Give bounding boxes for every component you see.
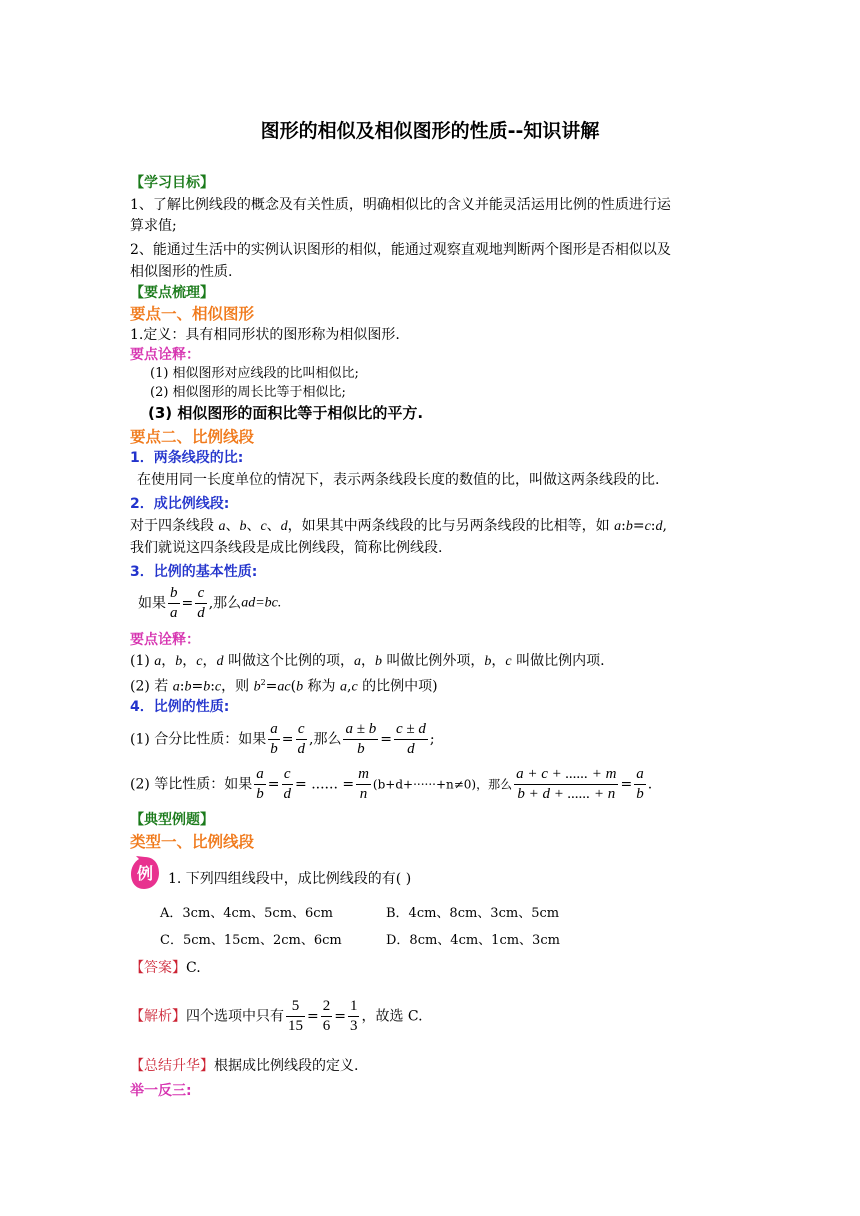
property-1-then: ,那么 [309, 731, 342, 748]
option-a: A．3cm、4cm、5cm、6cm [160, 906, 333, 921]
note-2-mean: 的比例中项) [362, 678, 438, 695]
practice-label: 举一反三: [130, 1083, 192, 1099]
note-1-prefix: (1) [130, 653, 150, 669]
answer-line [130, 958, 201, 978]
key-points-heading: 【要点梳理】 [130, 285, 214, 301]
option-c: C．5cm、15cm、2cm、6cm [160, 933, 342, 948]
point-2-note-1: (1) a，b，c，d 叫做这个比例的项，a，b 叫做比例外项，b，c 叫做比例内项. [130, 653, 605, 669]
section-2-text-line-2: 我们就说这四条线段是成比例线段，简称比例线段. [130, 540, 443, 556]
analysis-line: 【解析】四个选项中只有 $\frac{5}{15}$ = $\frac{2}{6}$ = $\frac{1}{3}$ ，故选 C. [130, 998, 423, 1034]
analysis-conclusion: ，故选 C. [361, 1008, 423, 1025]
section-3-title: 3．比例的基本性质: [130, 564, 258, 580]
section-3-then: ,那么 [208, 595, 242, 612]
note-2-then: ，则 [221, 678, 250, 695]
goal-1-line-2: 算求值; [130, 218, 177, 234]
point-1-title: 要点一、相似图形 [130, 305, 255, 323]
question-1: 1. 下列四组线段中，成比例线段的有( ) [168, 871, 412, 887]
section-2-text-part-1: 对于四条线段 [130, 518, 214, 534]
section-3-formula: 如果 $\frac{b}{a}$ = $\frac{c}{d}$ ,那么ad=bc. [138, 585, 282, 621]
section-2-title: 2．成比例线段: [130, 496, 230, 512]
point-2-note-2: (2) 若 a:b=b:c，则 $b^2=ac(b$ 称为 a,c 的比例中项) [130, 678, 438, 695]
page-title: 图形的相似及相似图形的性质--知识讲解 [260, 120, 600, 142]
goal-2-line-2: 相似图形的性质. [130, 264, 233, 280]
section-4-title: 4．比例的性质: [130, 699, 230, 715]
note-2-prefix: (2) 若 [130, 678, 169, 695]
point-1-definition: 1.定义：具有相同形状的图形称为相似图形. [130, 327, 400, 343]
analysis-text: 四个选项中只有 [186, 1008, 284, 1025]
point-1-note-3: (3) 相似图形的面积比等于相似比的平方. [148, 404, 424, 422]
property-1-label: (1) 合分比性质：如果 [130, 731, 267, 748]
point-2-note-label: 要点诠释： [130, 632, 200, 648]
property-2-condition: (b+d+······+n≠0)，那么 [372, 777, 513, 792]
section-1-title: 1．两条线段的比: [130, 450, 244, 466]
section-2-text-line-1: 对于四条线段 a、b、c、d，如果其中两条线段的比与另两条线段的比相等，如 a:b=c:d, [130, 518, 667, 534]
point-1-note-2: (2) 相似图形的周长比等于相似比; [150, 385, 346, 400]
study-goals-heading: 【学习目标】 [130, 175, 214, 191]
section-1-text: 在使用同一长度单位的情况下，表示两条线段长度的数值的比，叫做这两条线段的比. [137, 472, 660, 488]
section-3-result: ad=bc. [241, 595, 282, 611]
note-2-paren: ( [290, 678, 297, 695]
summary-line [130, 1056, 358, 1076]
point-1-note-1: (1) 相似图形对应线段的比叫相似比; [150, 366, 359, 381]
option-b: B．4cm、8cm、3cm、5cm [386, 906, 560, 921]
note-1-inner: 叫做比例内项. [516, 653, 605, 669]
examples-heading: 【典型例题】 [130, 812, 214, 828]
goal-2-line-1: 2、能通过生活中的实例认识图形的相似，能通过观察直观地判断两个图形是否相似以及 [130, 242, 671, 258]
example-badge-label: 例 [136, 864, 154, 883]
summary-text: 根据成比例线段的定义. [214, 1058, 359, 1074]
summary-label: 【总结升华】 [130, 1058, 214, 1074]
section-2-text-part-2: ，如果其中两条线段的比与另两条线段的比相等，如 [287, 518, 610, 534]
option-d: D．8cm、4cm、1cm、3cm [386, 933, 560, 948]
note-2-called: 称为 [307, 678, 336, 695]
property-2-label: (2) 等比性质：如果 [130, 776, 253, 793]
example-badge-icon [130, 856, 160, 890]
property-1-formula: (1) 合分比性质：如果 $\frac{a}{b}$ = $\frac{c}{d}$ ,那么 $\frac{a \pm b}{b}$ = $\frac{c \pm d}{d}$ ; [130, 721, 435, 757]
goal-1-line-1: 1、了解比例线段的概念及有关性质，明确相似比的含义并能灵活运用比例的性质进行运 [130, 197, 671, 213]
note-1-terms: 叫做这个比例的项， [227, 653, 354, 669]
section-3-if: 如果 [138, 595, 166, 612]
answer-value: C. [186, 960, 201, 976]
analysis-label: 【解析】 [130, 1008, 186, 1025]
point-2-title: 要点二、比例线段 [130, 428, 255, 446]
answer-label: 【答案】 [130, 960, 186, 976]
note-1-outer: 叫做比例外项， [386, 653, 485, 669]
type-1-title: 类型一、比例线段 [130, 833, 255, 851]
point-1-note-label: 要点诠释： [130, 347, 200, 363]
property-2-formula: (2) 等比性质：如果 $\frac{a}{b}$ = $\frac{c}{d}$ = ...... = $\frac{m}{n}$ (b+d+······+n≠0)，那么 $\frac{a + c + ...... + m}{b + d + ...... + n}$ = $\frac{a}{b}$ . [130, 766, 653, 802]
